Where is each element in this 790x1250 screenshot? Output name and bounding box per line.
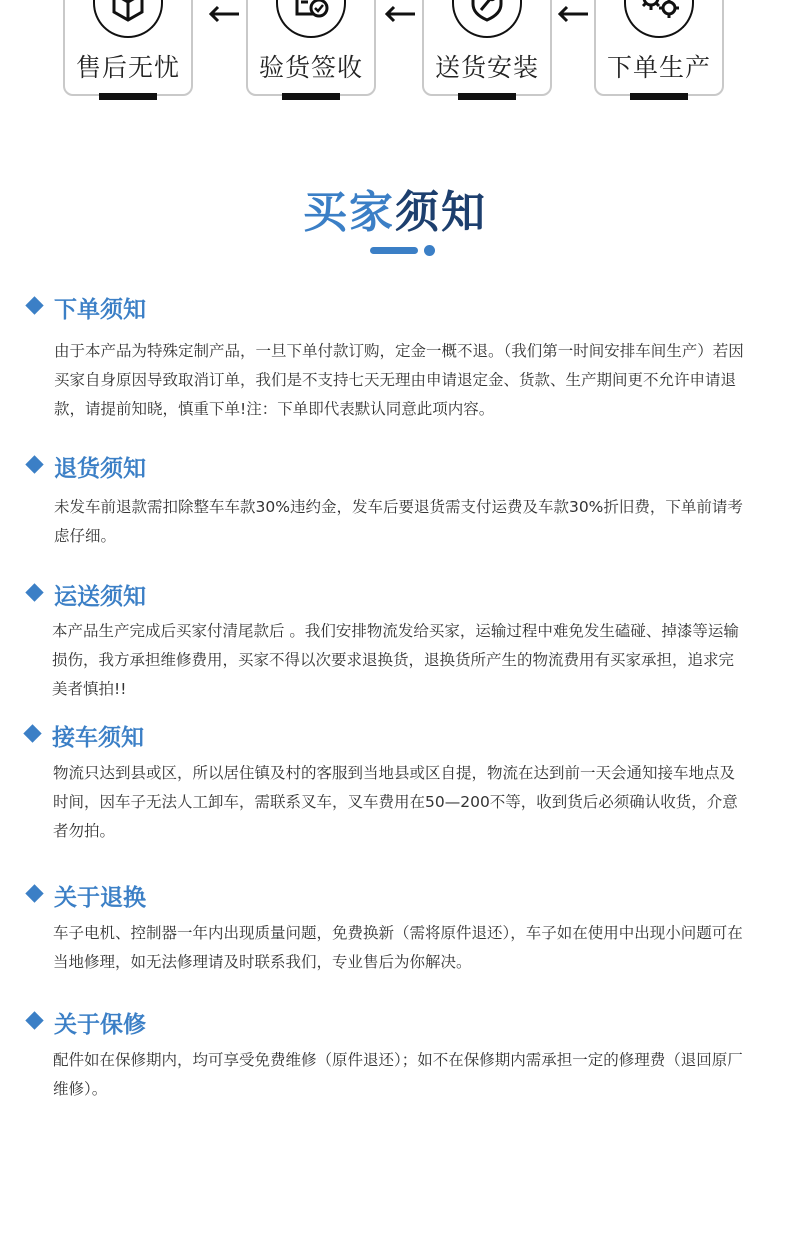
step-inspect-sign xyxy=(246,0,376,96)
arrow-left-icon xyxy=(207,4,241,24)
step-underline xyxy=(99,93,157,100)
section-body: 由于本产品为特殊定制产品，一旦下单付款订购，定金一概不退。（我们第一时间安排车间生产）若因买家自身原因导致取消订单，我们是不支持七天无理由申请退定金、货款、生产期间更不允许申请退款，请提前知晓，慎重下单!注：下单即代表默认同意此项内容。 xyxy=(54,342,744,418)
decoration-pill xyxy=(370,247,418,254)
step-order-production xyxy=(594,0,724,96)
section-title: 关于退换 xyxy=(54,885,146,911)
arrow-left-icon xyxy=(556,4,590,24)
diamond-bullet-icon xyxy=(25,296,43,314)
step-label: 送货安装 xyxy=(434,53,539,82)
section-body: 未发车前退款需扣除整车车款30%违约金，发车后要退货需支付运费及车款30%折旧费，下单前请考虑仔细。 xyxy=(54,498,743,545)
section-title: 关于保修 xyxy=(54,1012,146,1038)
diamond-bullet-icon xyxy=(25,583,43,601)
process-flow xyxy=(0,0,790,110)
step-label: 售后无忧 xyxy=(75,53,180,82)
section-body: 配件如在保修期内，均可享受免费维修（原件退还）；如不在保修期内需承担一定的修理费（退回原厂维修）。 xyxy=(53,1051,743,1098)
step-label: 验货签收 xyxy=(258,53,363,82)
section-body: 物流只达到县或区，所以居住镇及村的客服到当地县或区自提，物流在达到前一天会通知接车地点及时间，因车子无法人工卸车，需联系叉车，叉车费用在50—200不等，收到货后必须确认收货，介意者勿拍。 xyxy=(53,764,738,840)
diamond-bullet-icon xyxy=(23,724,41,742)
section-title: 下单须知 xyxy=(54,297,146,323)
page-title-part2: 须知 xyxy=(395,187,487,238)
shield-wrench-icon xyxy=(452,0,522,38)
page-title-part1: 买家 xyxy=(303,187,395,238)
step-underline xyxy=(630,93,688,100)
diamond-bullet-icon xyxy=(25,455,43,473)
diamond-bullet-icon xyxy=(25,884,43,902)
gears-icon xyxy=(624,0,694,38)
step-after-sales xyxy=(63,0,193,96)
step-underline xyxy=(458,93,516,100)
diamond-bullet-icon xyxy=(25,1011,43,1029)
section-body: 本产品生产完成后买家付清尾款后 。我们安排物流发给买家，运输过程中难免发生磕碰、掉漆等运输损伤，我方承担维修费用，买家不得以次要求退换货，退换货所产生的物流费用有买家承担，追求完美者慎拍!! xyxy=(52,622,739,698)
page-title xyxy=(303,187,487,238)
section-title: 运送须知 xyxy=(54,584,146,610)
section-title: 退货须知 xyxy=(54,456,146,482)
step-deliver-install xyxy=(422,0,552,96)
section-body: 车子电机、控制器一年内出现质量问题，免费换新（需将原件退还），车子如在使用中出现小问题可在当地修理，如无法修理请及时联系我们，专业售后为你解决。 xyxy=(53,924,743,971)
arrow-left-icon xyxy=(383,4,417,24)
package-check-icon xyxy=(93,0,163,38)
section-title: 接车须知 xyxy=(52,725,144,751)
decoration-dot xyxy=(424,245,435,256)
document-check-icon xyxy=(276,0,346,38)
page-title-wrap xyxy=(0,176,790,240)
title-decoration xyxy=(370,245,440,257)
step-label: 下单生产 xyxy=(606,53,711,82)
step-underline xyxy=(282,93,340,100)
